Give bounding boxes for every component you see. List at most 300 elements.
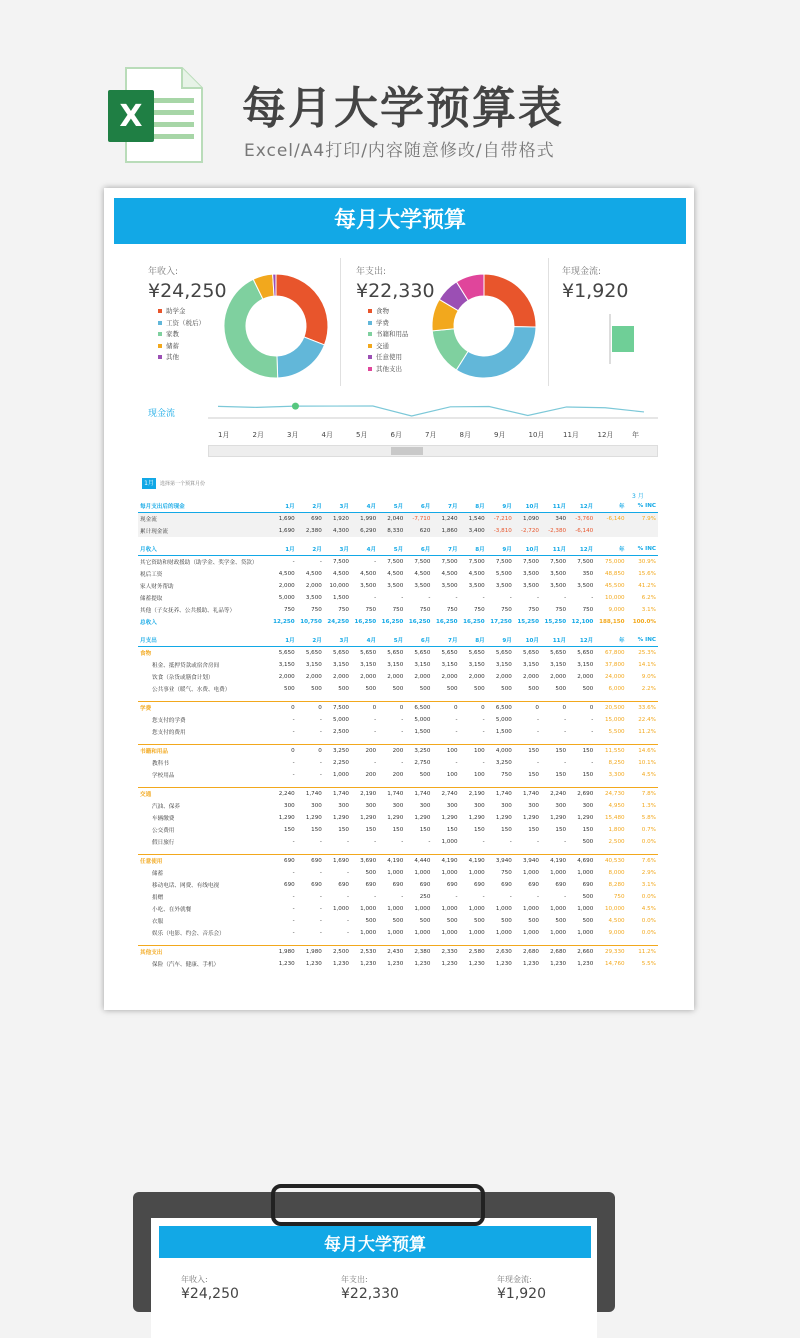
legend-swatch: [368, 367, 372, 371]
table-cell: 2,000: [550, 674, 567, 680]
table-cell: 11.2%: [627, 946, 658, 959]
table-cell: 24,730: [595, 788, 626, 801]
table-cell: 0.0%: [641, 918, 656, 924]
table-cell: 1,230: [360, 961, 377, 967]
table-cell: 3,150: [360, 662, 377, 668]
table-cell: 2.9%: [641, 870, 656, 876]
legend-item: [158, 306, 205, 318]
table-cell: 1,000: [577, 930, 594, 936]
table-cell: 5月: [378, 500, 405, 513]
table-cell: 1,290: [332, 815, 349, 821]
table-cell: 2,380: [297, 525, 324, 537]
table-cell: 1,000: [360, 906, 377, 912]
table-cell: 8,280: [608, 882, 625, 888]
cashflow-selected-point[interactable]: [292, 403, 299, 410]
table-cell: 150: [541, 745, 568, 758]
row-label: 其它资助和财政援助（助学金、奖学金、贷款）: [140, 560, 258, 566]
table-cell: 5,500: [495, 571, 512, 577]
preview-expense-label: 年支出:: [341, 1275, 368, 1284]
table-cell: 350: [582, 571, 594, 577]
legend-swatch: [368, 321, 372, 325]
table-cell: 2,660: [568, 946, 595, 959]
table-cell: 1,000: [441, 930, 458, 936]
expense-subitem-row: [138, 659, 658, 671]
table-cell: 15,250: [517, 619, 539, 625]
table-cell: 300: [419, 803, 431, 809]
table-cell: 12月: [568, 543, 595, 556]
row-label: 任意使用: [138, 855, 270, 868]
table-cell: 0: [514, 702, 541, 715]
table-cell: 1,230: [577, 961, 594, 967]
table-cell: 690: [555, 882, 567, 888]
table-cell: 100: [432, 745, 459, 758]
table-cell: 1,290: [414, 815, 431, 821]
table-cell: 9.0%: [641, 674, 656, 680]
table-cell: 1,290: [522, 815, 539, 821]
table-cell: 1,860: [432, 525, 459, 537]
table-cell: 15,000: [604, 717, 625, 723]
table-cell: 4,500: [468, 571, 485, 577]
table-cell: 6,500: [405, 702, 432, 715]
table-cell: 6月: [405, 634, 432, 647]
table-cell: 4.5%: [641, 772, 656, 778]
table-cell: 3,690: [351, 855, 378, 868]
table-cell: 750: [446, 607, 458, 613]
table-cell: 300: [392, 803, 404, 809]
table-cell: -7,710: [405, 513, 432, 526]
month-tick: 8月: [459, 431, 471, 439]
table-cell: -: [536, 894, 539, 900]
table-cell: 17,250: [490, 619, 512, 625]
table-cell: 1,980: [270, 946, 297, 959]
income-row: [138, 616, 658, 628]
table-cell: 7,500: [414, 559, 431, 565]
expense-category-row: [138, 946, 658, 959]
table-cell: -: [591, 760, 594, 766]
table-cell: -2,720: [514, 525, 541, 537]
table-cell: -: [591, 729, 594, 735]
table-cell: 5,000: [278, 595, 295, 601]
expense-subitem-row: [138, 726, 658, 738]
table-cell: 1,980: [297, 946, 324, 959]
table-cell: 750: [392, 607, 404, 613]
legend-item: [368, 341, 409, 353]
table-cell: 2,240: [270, 788, 297, 801]
row-label: 书籍和用品: [138, 745, 270, 758]
table-cell: 750: [284, 607, 295, 613]
table-cell: 1,230: [387, 961, 404, 967]
table-cell: 1月: [270, 634, 297, 647]
table-cell: -: [455, 595, 458, 601]
month-tick: 10月: [528, 431, 545, 439]
table-cell: 2,000: [495, 674, 512, 680]
table-cell: 45,500: [604, 583, 625, 589]
table-cell: -: [292, 930, 295, 936]
table-cell: 2,500: [608, 839, 625, 845]
table-cell: 750: [582, 607, 594, 613]
legend-item: [158, 352, 205, 364]
table-cell: -: [319, 930, 322, 936]
table-cell: 1,000: [550, 930, 567, 936]
table-cell: -: [292, 717, 295, 723]
table-cell: 16,250: [463, 619, 485, 625]
table-cell: 4,190: [460, 855, 487, 868]
table-cell: [627, 525, 658, 537]
table-cell: 4,500: [387, 571, 404, 577]
table-cell: 150: [284, 827, 295, 833]
table-cell: 5.5%: [641, 961, 656, 967]
table-cell: 500: [365, 918, 377, 924]
table-cell: 690: [446, 882, 458, 888]
table-cell: -: [455, 717, 458, 723]
row-label: 其他支出: [138, 946, 270, 959]
scroll-thumb[interactable]: [391, 447, 423, 455]
table-cell: 500: [419, 686, 431, 692]
table-cell: 3,500: [550, 583, 567, 589]
table-cell: -: [292, 870, 295, 876]
table-cell: 150: [338, 827, 349, 833]
table-cell: -: [319, 772, 322, 778]
cash-value: ¥1,920: [562, 280, 629, 302]
table-cell: -: [455, 760, 458, 766]
table-cell: 0: [270, 702, 297, 715]
table-cell: 1,000: [441, 870, 458, 876]
legend-item: [368, 318, 409, 330]
table-cell: 14,760: [604, 961, 625, 967]
table-cell: 2,690: [568, 788, 595, 801]
table-cell: 1,000: [550, 906, 567, 912]
table-cell: 6月: [405, 500, 432, 513]
table-cell: 1,290: [495, 815, 512, 821]
table-cell: 14.6%: [627, 745, 658, 758]
row-label: 小吃、在外就餐: [152, 907, 192, 913]
table-cell: 300: [582, 803, 594, 809]
income-row: [138, 592, 658, 604]
table-cell: 1,000: [441, 906, 458, 912]
table-cell: -6,140: [568, 525, 595, 537]
table-cell: 2,190: [460, 788, 487, 801]
table-cell: 1,000: [387, 906, 404, 912]
table-cell: 150: [568, 745, 595, 758]
month-tick: 3月: [287, 431, 299, 439]
table-cell: 2,000: [522, 674, 539, 680]
row-label: 每月支出后的现金: [138, 500, 270, 513]
table-cell: 5,000: [414, 717, 431, 723]
table-cell: 500: [501, 686, 512, 692]
table-cell: 100: [474, 772, 485, 778]
table-cell: 5,650: [487, 647, 514, 660]
table-cell: 3,500: [495, 583, 512, 589]
preview-banner: 每月大学预算: [159, 1226, 591, 1258]
table-cell: -: [319, 906, 322, 912]
table-cell: 1,690: [270, 513, 297, 526]
legend-label: 储蓄: [166, 341, 179, 350]
table-cell: 12,100: [571, 619, 594, 625]
table-cell: 4,500: [608, 918, 625, 924]
expense-legend: [368, 306, 409, 375]
table-cell: 4,000: [487, 745, 514, 758]
table-cell: 4,190: [541, 855, 568, 868]
table-cell: 500: [365, 870, 377, 876]
row-label: 储蓄提取: [140, 596, 163, 602]
table-cell: 1,000: [522, 930, 539, 936]
table-cell: 4,500: [305, 571, 322, 577]
table-cell: 5,000: [495, 717, 512, 723]
table-cell: 1,230: [278, 961, 295, 967]
table-cell: 7.9%: [627, 513, 658, 526]
table-cell: 2,000: [305, 583, 322, 589]
table-cell: 1,290: [387, 815, 404, 821]
table-cell: 2,580: [460, 946, 487, 959]
expense-subitem-row: [138, 958, 658, 970]
legend-swatch: [368, 344, 372, 348]
table-cell: 1,740: [487, 788, 514, 801]
table-cell: -: [292, 760, 295, 766]
divider: [340, 258, 341, 386]
table-cell: 1,740: [378, 788, 405, 801]
row-label: 储蓄: [152, 871, 164, 877]
table-cell: 3,300: [608, 772, 625, 778]
row-label: 学校用品: [152, 773, 175, 779]
table-cell: 3,500: [522, 571, 539, 577]
start-month-badge[interactable]: 1月: [142, 478, 156, 489]
table-cell: 750: [501, 607, 512, 613]
table-cell: 9月: [487, 634, 514, 647]
legend-swatch: [158, 344, 162, 348]
legend-label: 食物: [376, 307, 389, 315]
table-cell: 690: [419, 882, 431, 888]
income-value: ¥24,250: [148, 280, 227, 302]
table-cell: 16,250: [408, 619, 431, 625]
expense-header-row: [138, 634, 658, 647]
table-cell: 300: [528, 803, 539, 809]
row-label: 饮食（杂货或膳食计划）: [152, 675, 214, 681]
table-cell: -: [564, 894, 567, 900]
table-cell: 24,250: [327, 619, 349, 625]
table-cell: -: [346, 930, 349, 936]
month-tick: 9月: [494, 431, 506, 439]
table-cell: -: [374, 760, 377, 766]
table-cell: 3,500: [305, 595, 322, 601]
table-cell: 10月: [514, 543, 541, 556]
legend-item: [368, 364, 409, 376]
table-cell: -: [292, 894, 295, 900]
table-cell: 500: [311, 686, 322, 692]
table-cell: -: [536, 595, 539, 601]
table-cell: 2,000: [278, 674, 295, 680]
table-cell: 500: [582, 839, 594, 845]
table-cell: 150: [446, 827, 458, 833]
cashflow-row: [138, 513, 658, 526]
table-cell: 10月: [514, 500, 541, 513]
table-cell: 2,530: [351, 946, 378, 959]
table-cell: 2.2%: [641, 686, 656, 692]
table-cell: 2,330: [432, 946, 459, 959]
table-cell: 250: [419, 894, 431, 900]
table-cell: -3,810: [487, 525, 514, 537]
table-cell: 690: [284, 882, 295, 888]
table-cell: -: [319, 839, 322, 845]
table-cell: 7,500: [522, 559, 539, 565]
table-cell: 1,240: [432, 513, 459, 526]
preview-income-label: 年收入:: [181, 1275, 208, 1284]
table-cell: 500: [446, 686, 458, 692]
table-cell: 750: [613, 894, 625, 900]
table-cell: 150: [311, 827, 322, 833]
table-cell: -: [346, 870, 349, 876]
table-cell: 3,500: [387, 583, 404, 589]
table-cell: 300: [284, 803, 295, 809]
table-cell: 14.1%: [638, 662, 656, 668]
table-cell: -: [536, 760, 539, 766]
table-cell: 200: [378, 745, 405, 758]
table-cell: 1,000: [332, 906, 349, 912]
table-cell: -: [509, 595, 512, 601]
table-cell: 690: [297, 855, 324, 868]
selected-month: 3 月: [632, 493, 644, 500]
row-label: 食物: [138, 647, 270, 660]
table-cell: 500: [555, 686, 567, 692]
table-cell: 2,680: [514, 946, 541, 959]
table-cell: -: [401, 595, 404, 601]
table-cell: -: [591, 595, 594, 601]
month-tick: 2月: [252, 431, 264, 439]
start-month-hint: 选择第一个预算月份: [160, 481, 206, 487]
cash-bar-chart: [604, 314, 644, 374]
cashflow-line-chart: [208, 402, 658, 426]
expense-subitem-row: [138, 757, 658, 769]
table-cell: 150: [514, 745, 541, 758]
expense-subitem-row: [138, 800, 658, 812]
table-cell: 6.2%: [641, 595, 656, 601]
table-cell: 3,150: [522, 662, 539, 668]
table-cell: 2,500: [324, 946, 351, 959]
table-cell: 2,750: [414, 760, 431, 766]
table-cell: 500: [419, 772, 431, 778]
table-cell: 3,150: [414, 662, 431, 668]
month-tick: 5月: [356, 431, 368, 439]
table-cell: 5,500: [608, 729, 625, 735]
table-cell: 3月: [324, 543, 351, 556]
table-cell: 8,000: [608, 870, 625, 876]
month-scrollbar[interactable]: [208, 445, 658, 457]
table-cell: 7月: [432, 543, 459, 556]
table-cell: 200: [392, 772, 404, 778]
table-cell: 500: [474, 918, 485, 924]
legend-swatch: [158, 332, 162, 336]
table-cell: -: [292, 559, 295, 565]
table-cell: -: [319, 729, 322, 735]
table-cell: 15.6%: [638, 571, 656, 577]
table-cell: -: [401, 729, 404, 735]
table-cell: -7,210: [487, 513, 514, 526]
table-cell: 0: [351, 702, 378, 715]
table-cell: 750: [365, 607, 377, 613]
row-label: 总收入: [140, 620, 157, 626]
page-subtitle: Excel/A4打印/内容随意修改/自带格式: [244, 141, 555, 161]
table-cell: 6,500: [487, 702, 514, 715]
table-cell: 300: [446, 803, 458, 809]
legend-label: 家教: [166, 330, 179, 338]
table-cell: 1,290: [278, 815, 295, 821]
row-label: 学费: [138, 702, 270, 715]
table-cell: 1,230: [495, 961, 512, 967]
table-cell: 500: [419, 918, 431, 924]
table-cell: 750: [474, 607, 485, 613]
expense-kpi: [356, 264, 435, 302]
row-label: 其他（子女抚养、公共援助、礼品等）: [140, 608, 236, 614]
row-label: 娱乐（电影、约会、音乐会）: [152, 931, 225, 937]
table-cell: 10月: [514, 634, 541, 647]
table-cell: -: [564, 760, 567, 766]
table-cell: 12月: [568, 634, 595, 647]
table-cell: 2,000: [468, 674, 485, 680]
table-cell: 2,000: [278, 583, 295, 589]
legend-item: [368, 329, 409, 341]
table-cell: 0.0%: [641, 930, 656, 936]
legend-item: [368, 306, 409, 318]
table-cell: 340: [541, 513, 568, 526]
table-cell: 300: [501, 803, 512, 809]
expense-category-row: [138, 702, 658, 715]
table-cell: 1,740: [405, 788, 432, 801]
preview-cash-label: 年现金流:: [497, 1275, 532, 1284]
table-cell: 8,330: [378, 525, 405, 537]
table-cell: 1,000: [522, 906, 539, 912]
table-cell: 690: [311, 882, 322, 888]
table-cell: 0.7%: [641, 827, 656, 833]
expense-subitem-row: [138, 836, 658, 848]
table-cell: -: [482, 760, 485, 766]
table-cell: 5,650: [541, 647, 568, 660]
table-cell: -: [564, 839, 567, 845]
table-cell: -: [482, 595, 485, 601]
row-label: 累计现金流: [138, 525, 270, 537]
table-cell: 1,230: [550, 961, 567, 967]
table-cell: 690: [474, 882, 485, 888]
table-cell: -: [536, 839, 539, 845]
table-cell: 690: [501, 882, 512, 888]
table-cell: 1,000: [577, 906, 594, 912]
budget-sheet: [104, 188, 694, 1010]
table-cell: 150: [528, 772, 539, 778]
table-cell: 9,000: [608, 930, 625, 936]
table-cell: 1,000: [414, 906, 431, 912]
month-tick: 12月: [597, 431, 614, 439]
table-cell: 4,690: [568, 855, 595, 868]
table-cell: 1,230: [441, 961, 458, 967]
table-cell: 2,680: [541, 946, 568, 959]
table-cell: [595, 525, 626, 537]
table-cell: 2,630: [487, 946, 514, 959]
table-cell: 4,500: [441, 571, 458, 577]
budget-table: [138, 500, 658, 970]
table-cell: 5,650: [378, 647, 405, 660]
table-cell: -: [319, 717, 322, 723]
table-cell: 1,000: [495, 930, 512, 936]
table-cell: 48,850: [604, 571, 625, 577]
expense-subitem-row: [138, 915, 658, 927]
legend-label: 任意使用: [376, 353, 402, 361]
income-row: [138, 580, 658, 592]
legend-swatch: [158, 309, 162, 313]
table-cell: 750: [311, 607, 322, 613]
table-cell: -: [482, 839, 485, 845]
table-cell: 12,250: [273, 619, 295, 625]
table-cell: 1,000: [387, 930, 404, 936]
expense-label: 年支出:: [356, 267, 387, 277]
table-cell: 3,940: [487, 855, 514, 868]
